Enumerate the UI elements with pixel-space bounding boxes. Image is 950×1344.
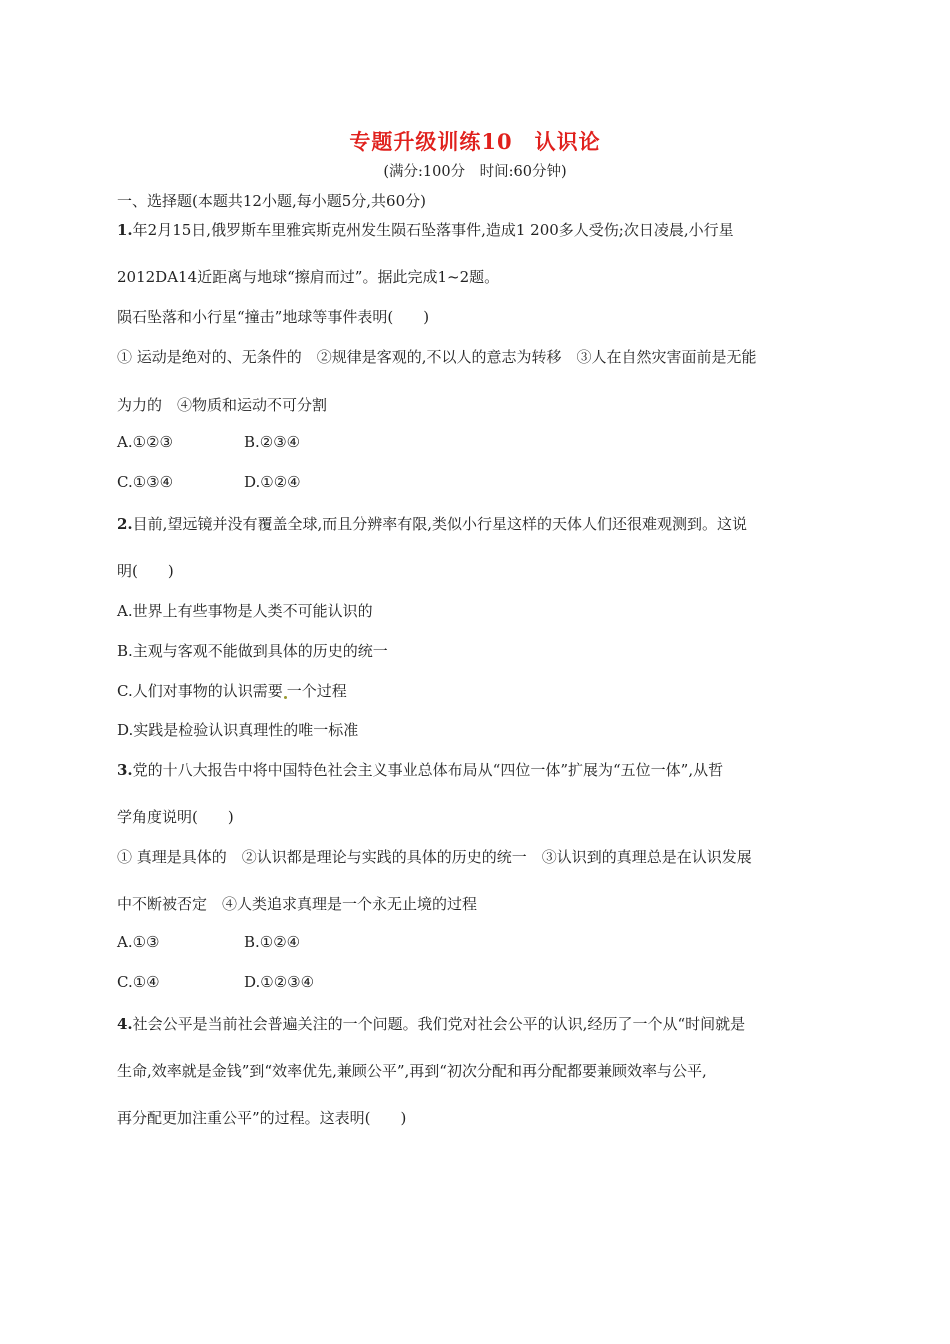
q2-option-a: A.世界上有些事物是人类不可能认识的 <box>117 602 373 620</box>
section-heading: 一、选择题(本题共12小题,每小题5分,共60分) <box>117 192 426 210</box>
q3-option-b: B.①②④ <box>244 933 301 951</box>
q3-option-a: A.①③ <box>117 933 160 951</box>
q4-stem-line1 <box>117 1013 745 1034</box>
q3-stem-line2: 学角度说明( ) <box>117 808 234 826</box>
q1-stem-line1 <box>117 219 734 240</box>
q3-stem-text1: 党的十八大报告中将中国特色社会主义事业总体布局从“四位一体”扩展为“五位一体”,从哲 <box>132 761 724 779</box>
q2-stem-text1: 目前,望远镜并没有覆盖全球,而且分辨率有限,类似小行星这样的天体人们还很难观测到。这说 <box>132 515 747 533</box>
q1-stem-line3: 陨石坠落和小行星“撞击”地球等事件表明( ) <box>117 308 430 326</box>
q4-number: 4. <box>117 1015 133 1033</box>
q1-number: 1. <box>117 221 133 239</box>
q2-option-c-pre: C.人们对事物的认识需要 <box>117 682 283 700</box>
q1-option-c: C.①③④ <box>117 473 174 491</box>
q1-stem-line2: 2012DA14近距离与地球“擦肩而过”。据此完成1~2题。 <box>117 268 500 286</box>
q2-stem-line2: 明( ) <box>117 562 174 580</box>
q2-number: 2. <box>117 515 133 533</box>
q3-option-d: D.①②③④ <box>244 973 315 991</box>
q3-items-line2: 中不断被否定 ④人类追求真理是一个永无止境的过程 <box>117 895 478 913</box>
q2-option-b: B.主观与客观不能做到具体的历史的统一 <box>117 642 388 660</box>
q2-option-d: D.实践是检验认识真理性的唯一标准 <box>117 721 359 739</box>
q3-items-line1: ① 真理是具体的 ②认识都是理论与实践的具体的历史的统一 ③认识到的真理总是在认识发展 <box>117 848 752 866</box>
q1-stem-text1: 年2月15日,俄罗斯车里雅宾斯克州发生陨石坠落事件,造成1 200多人受伤;次日凌晨,小行星 <box>132 221 734 239</box>
q3-option-c: C.①④ <box>117 973 160 991</box>
q1-items-line1: ① 运动是绝对的、无条件的 ②规律是客观的,不以人的意志为转移 ③人在自然灾害面前是无能 <box>117 348 757 366</box>
q3-number: 3. <box>117 761 133 779</box>
q2-option-c-post: 一个过程 <box>286 682 347 700</box>
q1-option-a: A.①②③ <box>117 433 173 451</box>
q3-stem-line1 <box>117 759 723 780</box>
q1-option-b: B.②③④ <box>244 433 301 451</box>
page-title: 专题升级训练10 认识论 <box>349 129 601 154</box>
q1-items-line2: 为力的 ④物质和运动不可分割 <box>117 396 328 414</box>
page-subtitle: (满分:100分 时间:60分钟) <box>383 164 567 180</box>
q4-stem-line2: 生命,效率就是金钱”到“效率优先,兼顾公平”,再到“初次分配和再分配都要兼顾效率与公平, <box>117 1062 707 1080</box>
q4-stem-text1: 社会公平是当前社会普遍关注的一个问题。我们党对社会公平的认识,经历了一个从“时间就是 <box>132 1015 746 1033</box>
q2-stem-line1 <box>117 513 747 534</box>
q1-option-d: D.①②④ <box>244 473 301 491</box>
q4-stem-line3: 再分配更加注重公平”的过程。这表明( ) <box>117 1109 407 1127</box>
q2-option-c <box>117 680 347 701</box>
